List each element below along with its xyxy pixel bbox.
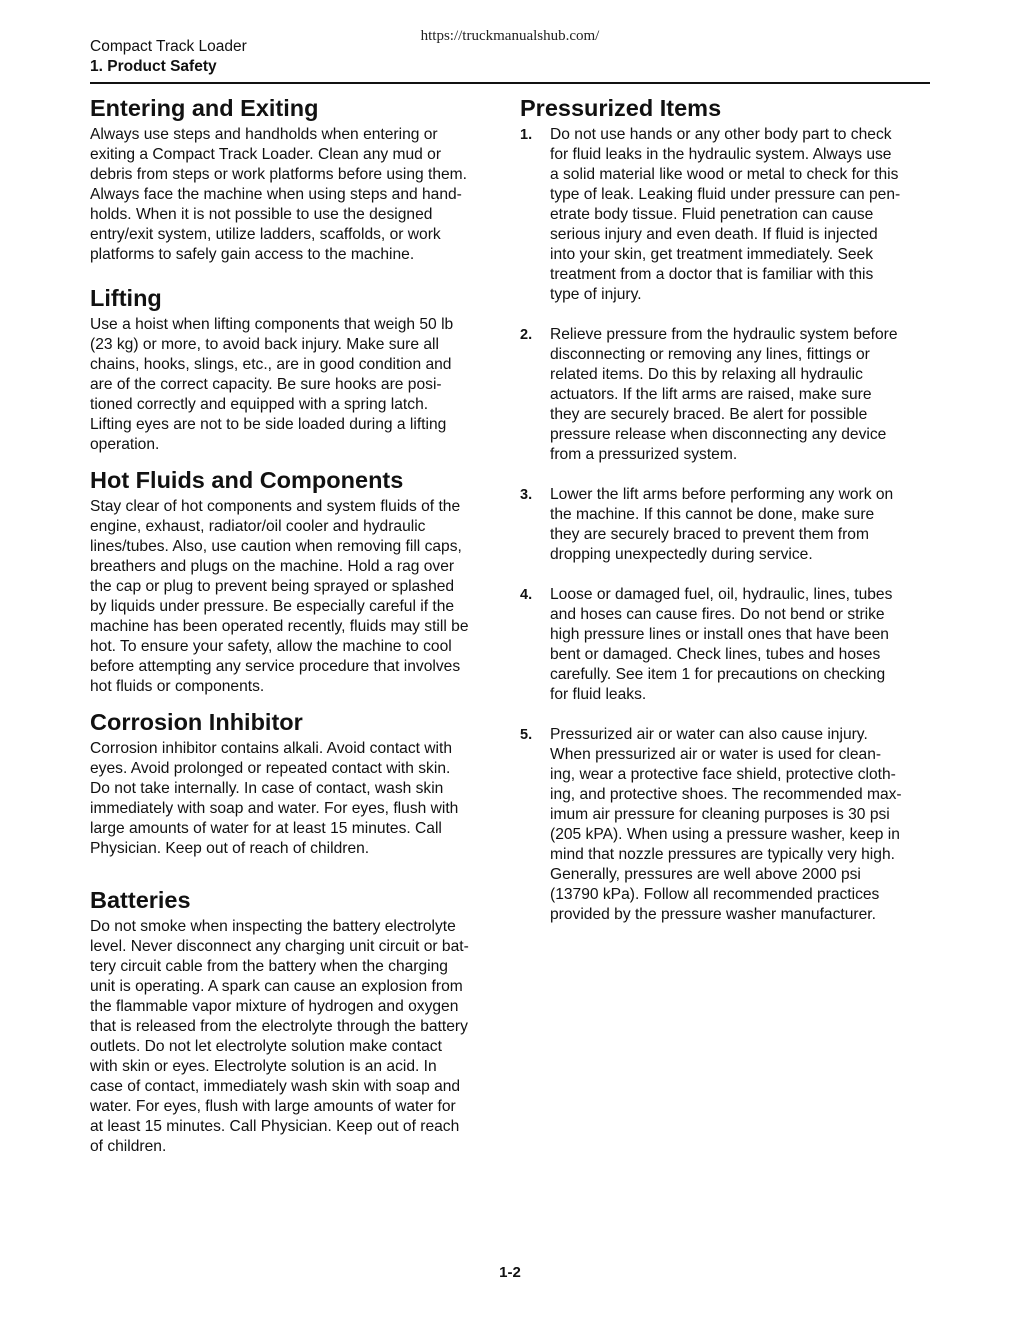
section-body: Corrosion inhibitor contains alkali. Avoid contact with eyes. Avoid prolonged or repeated contact with skin. Do not take internally. In case of contact, wash skin immediately with soap and water. For eyes, flush with large amounts of water for at least 15 minutes. Call Physician. Keep out of reach of children. (90, 740, 459, 857)
list-item (520, 325, 932, 465)
item-text: Loose or damaged fuel, oil, hydraulic, lines, tubes and hoses can cause fires. Do not bend or strike high pressure lines or install ones that have been bent or damaged. Check lines, tubes and hoses carefully. See item 1 for precautions on checking for fluid leaks. (550, 586, 893, 703)
right-column (520, 93, 932, 925)
section-body: Do not smoke when inspecting the battery electrolyte level. Never disconnect any charging unit circuit or bat- tery circuit cable from the battery when the charging unit is operating. A spark can cause an explosion from the flammable vapor mixture of hydrogen and oxygen that is released from the electrolyte through the battery outlets. Do not let electrolyte solution make contact with skin or eyes. Electrolyte solution is an acid. In case of contact, immediately wash skin with soap and water. For eyes, flush with large amounts of water for at least 15 minutes. Call Physician. Keep out of reach of children. (90, 918, 469, 1155)
section-heading: Corrosion Inhibitor (90, 709, 303, 735)
list-item (520, 485, 932, 565)
item-number: 4. (520, 587, 533, 603)
section-heading: Batteries (90, 887, 191, 913)
section-body: Always use steps and handholds when entering or exiting a Compact Track Loader. Clean any mud or debris from steps or work platforms before using them. Always face the machine when using steps and hand- holds. When it is not possible to use the designed entry/exit system, utilize ladders, scaffolds, or work platforms to safely gain access to the machine. (90, 126, 467, 263)
item-text: Do not use hands or any other body part to check for fluid leaks in the hydraulic system. Always use a solid material like wood or metal to check for this type of leak. Leaking fluid under pressure can pen- etrate body tissue. Fluid penetration can cause serious injury and even death. If fluid is injected into your skin, get treatment immediately. Seek treatment from a doctor that is familiar with this type of injury. (550, 126, 901, 303)
header-rule (90, 82, 930, 84)
running-header (90, 37, 247, 77)
source-url: https://truckmanualshub.com/ (420, 28, 600, 44)
section-body: Stay clear of hot components and system fluids of the engine, exhaust, radiator/oil cooler and hydraulic lines/tubes. Also, use caution when removing fill caps, breathers and plugs on the machine. Hold a rag over the cap or plug to prevent being sprayed or splashed by liquids under pressure. Be especially careful if the machine has been operated recently, fluids may still be hot. To ensure your safety, allow the machine to cool before attempting any service procedure that involves hot fluids or components. (90, 498, 469, 695)
list-item (520, 585, 932, 705)
page-number: 1-2 (499, 1264, 521, 1281)
section-heading: Entering and Exiting (90, 95, 319, 121)
list-item (520, 125, 932, 305)
list-item (520, 725, 932, 925)
section-lifting (90, 283, 502, 455)
section-corrosion-inhibitor (90, 707, 502, 859)
item-number: 2. (520, 327, 533, 343)
item-number: 1. (520, 127, 533, 143)
product-name: Compact Track Loader (90, 38, 247, 55)
item-text: Relieve pressure from the hydraulic system before disconnecting or removing any lines, fittings or related items. Do this by relaxing all hydraulic actuators. If the lift arms are raised, make sure they are securely braced. Be alert for possible pressure release when disconnecting any device from a pressurized system. (550, 326, 898, 463)
section-heading: Lifting (90, 285, 162, 311)
left-column (90, 93, 502, 1157)
item-number: 5. (520, 727, 533, 743)
item-text: Pressurized air or water can also cause injury. When pressurized air or water is used for clean- ing, wear a protective face shield, protective cloth- ing, and protective shoes. The recommended max- imum air pressure for cleaning purposes is 30 psi (205 kPA). When using a pressure washer, keep in mind that nozzle pressures are typically very high. Generally, pressures are well above 2000 psi (13790 kPa). Follow all recommended practices provided by the pressure washer manufacturer. (550, 726, 902, 923)
section-heading: Hot Fluids and Components (90, 467, 404, 493)
item-number: 3. (520, 487, 533, 503)
section-batteries (90, 885, 502, 1157)
section-hot-fluids (90, 465, 502, 697)
item-text: Lower the lift arms before performing any work on the machine. If this cannot be done, make sure they are securely braced to prevent them from dropping unexpectedly during service. (550, 486, 894, 563)
section-entering-exiting (90, 93, 502, 265)
section-heading: Pressurized Items (520, 95, 722, 121)
section-title: 1. Product Safety (90, 58, 217, 75)
section-body: Use a hoist when lifting components that weigh 50 lb (23 kg) or more, to avoid back injury. Make sure all chains, hooks, slings, etc., are in good condition and are of the correct capacity. Be sure hooks are posi- tioned correctly and equipped with a spring latch. Lifting eyes are not to be side loaded during a lifting operation. (90, 316, 454, 453)
